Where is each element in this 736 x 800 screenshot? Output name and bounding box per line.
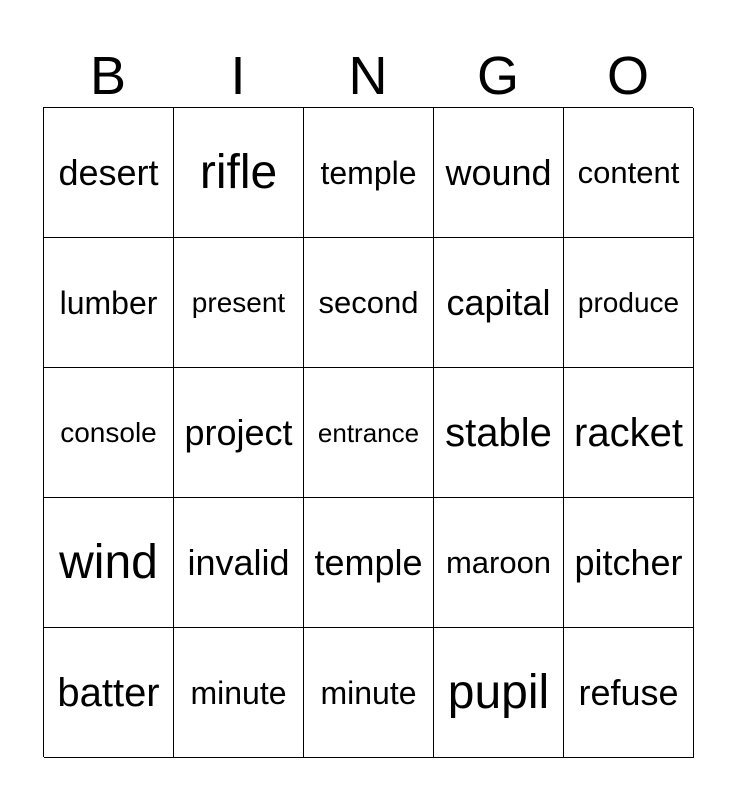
bingo-cell[interactable]: second (304, 238, 434, 368)
bingo-cell[interactable]: stable (434, 368, 564, 498)
header-letter-g: G (476, 46, 519, 106)
bingo-cell[interactable]: pitcher (564, 498, 694, 628)
bingo-board (43, 107, 693, 757)
bingo-cell[interactable]: racket (564, 368, 694, 498)
bingo-cell[interactable]: present (174, 238, 304, 368)
bingo-header (43, 44, 693, 108)
bingo-cell[interactable]: desert (44, 108, 174, 238)
bingo-cell[interactable]: maroon (434, 498, 564, 628)
header-letter-b: B (89, 46, 127, 106)
bingo-cell[interactable]: content (564, 108, 694, 238)
bingo-cell[interactable]: project (174, 368, 304, 498)
header-letter-n: N (348, 46, 388, 106)
bingo-cell[interactable]: pupil (434, 628, 564, 758)
bingo-cell[interactable]: lumber (44, 238, 174, 368)
bingo-cell[interactable]: temple (304, 108, 434, 238)
bingo-cell[interactable]: entrance (304, 368, 434, 498)
bingo-cell[interactable]: capital (434, 238, 564, 368)
bingo-cell[interactable]: minute (174, 628, 304, 758)
bingo-cell[interactable]: refuse (564, 628, 694, 758)
bingo-cell[interactable]: minute (304, 628, 434, 758)
bingo-cell[interactable]: console (44, 368, 174, 498)
header-letter-o: O (606, 46, 649, 106)
bingo-cell[interactable]: batter (44, 628, 174, 758)
header-letter-i: I (230, 46, 246, 106)
bingo-cell[interactable]: temple (304, 498, 434, 628)
bingo-cell[interactable]: invalid (174, 498, 304, 628)
bingo-cell[interactable]: rifle (174, 108, 304, 238)
bingo-cell[interactable]: produce (564, 238, 694, 368)
bingo-cell[interactable]: wind (44, 498, 174, 628)
bingo-cell[interactable]: wound (434, 108, 564, 238)
